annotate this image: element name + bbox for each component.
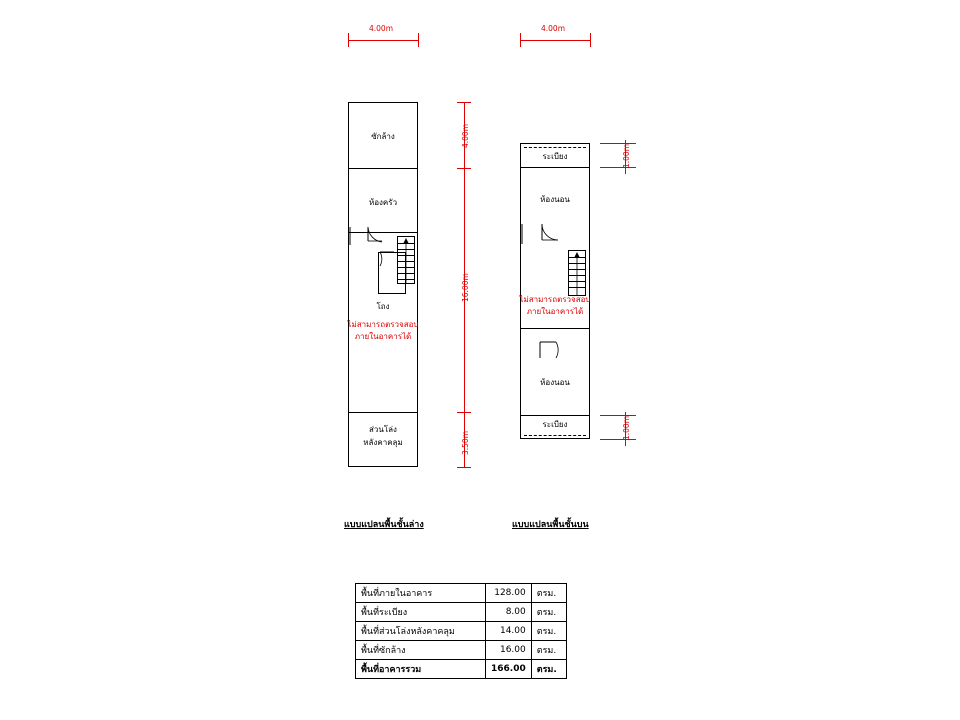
upper-door-bedroom1-icon <box>520 222 564 248</box>
ground-vdim-tick-2 <box>457 168 471 169</box>
ground-room-label-roof-cover: หลังคาคลุม <box>363 438 403 447</box>
ground-top-dimension-label: 4.00m <box>369 24 394 33</box>
ground-room-label-kitchen: ห้องครัว <box>368 198 398 207</box>
ground-room-label-laundry: ซักล้าง <box>371 132 395 141</box>
ground-wall-hall-open <box>348 412 418 413</box>
ground-door-kitchen-icon <box>348 225 388 249</box>
area-total-name: พื้นที่อาคารรวม <box>356 660 486 679</box>
upper-side-dim-label-bottom: 1.00m <box>622 415 631 440</box>
ground-vdim-label-1: 4.00m <box>461 123 470 148</box>
ground-top-dim-tick-left <box>348 33 349 47</box>
upper-top-dimension-line <box>520 40 590 41</box>
ground-wall-laundry-kitchen <box>348 168 418 169</box>
upper-stair-arrow-icon <box>566 248 590 300</box>
upper-balcony-top-dash <box>524 147 586 148</box>
upper-room-label-bedroom-2: ห้องนอน <box>540 378 570 387</box>
ground-vdim-label-3: 3.50m <box>461 430 470 455</box>
ground-top-dim-tick-right <box>418 33 419 47</box>
upper-top-dimension-label: 4.00m <box>541 24 566 33</box>
upper-balcony-bottom-dash <box>524 435 586 436</box>
area-table-body <box>356 584 567 679</box>
upper-room-label-balcony-top: ระเบียง <box>542 152 568 161</box>
area-row-value: 128.00 <box>486 584 532 603</box>
upper-door-bedroom2-icon <box>538 340 578 364</box>
table-row-total <box>356 660 567 679</box>
area-total-unit: ตรม. <box>531 660 566 679</box>
upper-wall-balcony-bottom <box>520 415 590 416</box>
area-row-unit: ตรม. <box>531 584 566 603</box>
upper-plan-title: แบบแปลนพื้นชั้นบน <box>512 520 589 530</box>
ground-room-label-hall: โถง <box>376 302 390 311</box>
ground-door-hall-icon <box>376 250 402 270</box>
area-row-unit: ตรม. <box>531 622 566 641</box>
ground-notice-line1: ไม่สามารถตรวจสอบ <box>347 320 419 329</box>
ground-vdim-tick-1 <box>457 102 471 103</box>
upper-notice-line2: ภายในอาคารได้ <box>526 307 584 316</box>
area-row-name: พื้นที่ภายในอาคาร <box>356 584 486 603</box>
area-row-value: 8.00 <box>486 603 532 622</box>
area-summary-table <box>355 583 567 679</box>
upper-room-label-bedroom-1: ห้องนอน <box>540 195 570 204</box>
ground-vdim-tick-3 <box>457 412 471 413</box>
upper-wall-balcony-top <box>520 167 590 168</box>
upper-notice-line1: ไม่สามารถตรวจสอบ <box>519 295 591 304</box>
upper-side-dim-label-top: 1.00m <box>622 143 631 168</box>
ground-notice-line2: ภายในอาคารได้ <box>354 332 412 341</box>
area-row-value: 14.00 <box>486 622 532 641</box>
upper-top-dim-tick-right <box>590 33 591 47</box>
ground-room-label-open-area: ส่วนโล่ง <box>369 425 397 434</box>
area-row-name: พื้นที่ระเบียง <box>356 603 486 622</box>
upper-room-label-balcony-bottom: ระเบียง <box>542 420 568 429</box>
area-row-unit: ตรม. <box>531 603 566 622</box>
table-row <box>356 622 567 641</box>
area-row-unit: ตรม. <box>531 641 566 660</box>
table-row <box>356 641 567 660</box>
table-row <box>356 584 567 603</box>
area-row-name: พื้นที่ซักล้าง <box>356 641 486 660</box>
ground-plan-title: แบบแปลนพื้นชั้นล่าง <box>344 520 424 530</box>
table-row <box>356 603 567 622</box>
ground-top-dimension-line <box>348 40 418 41</box>
ground-vdim-label-2: 16.00m <box>461 273 470 302</box>
upper-wall-between-bedrooms <box>520 328 590 329</box>
area-row-value: 16.00 <box>486 641 532 660</box>
area-row-name: พื้นที่ส่วนโล่งหลังคาคลุม <box>356 622 486 641</box>
area-total-value: 166.00 <box>486 660 532 679</box>
ground-vdim-tick-4 <box>457 467 471 468</box>
upper-top-dim-tick-left <box>520 33 521 47</box>
